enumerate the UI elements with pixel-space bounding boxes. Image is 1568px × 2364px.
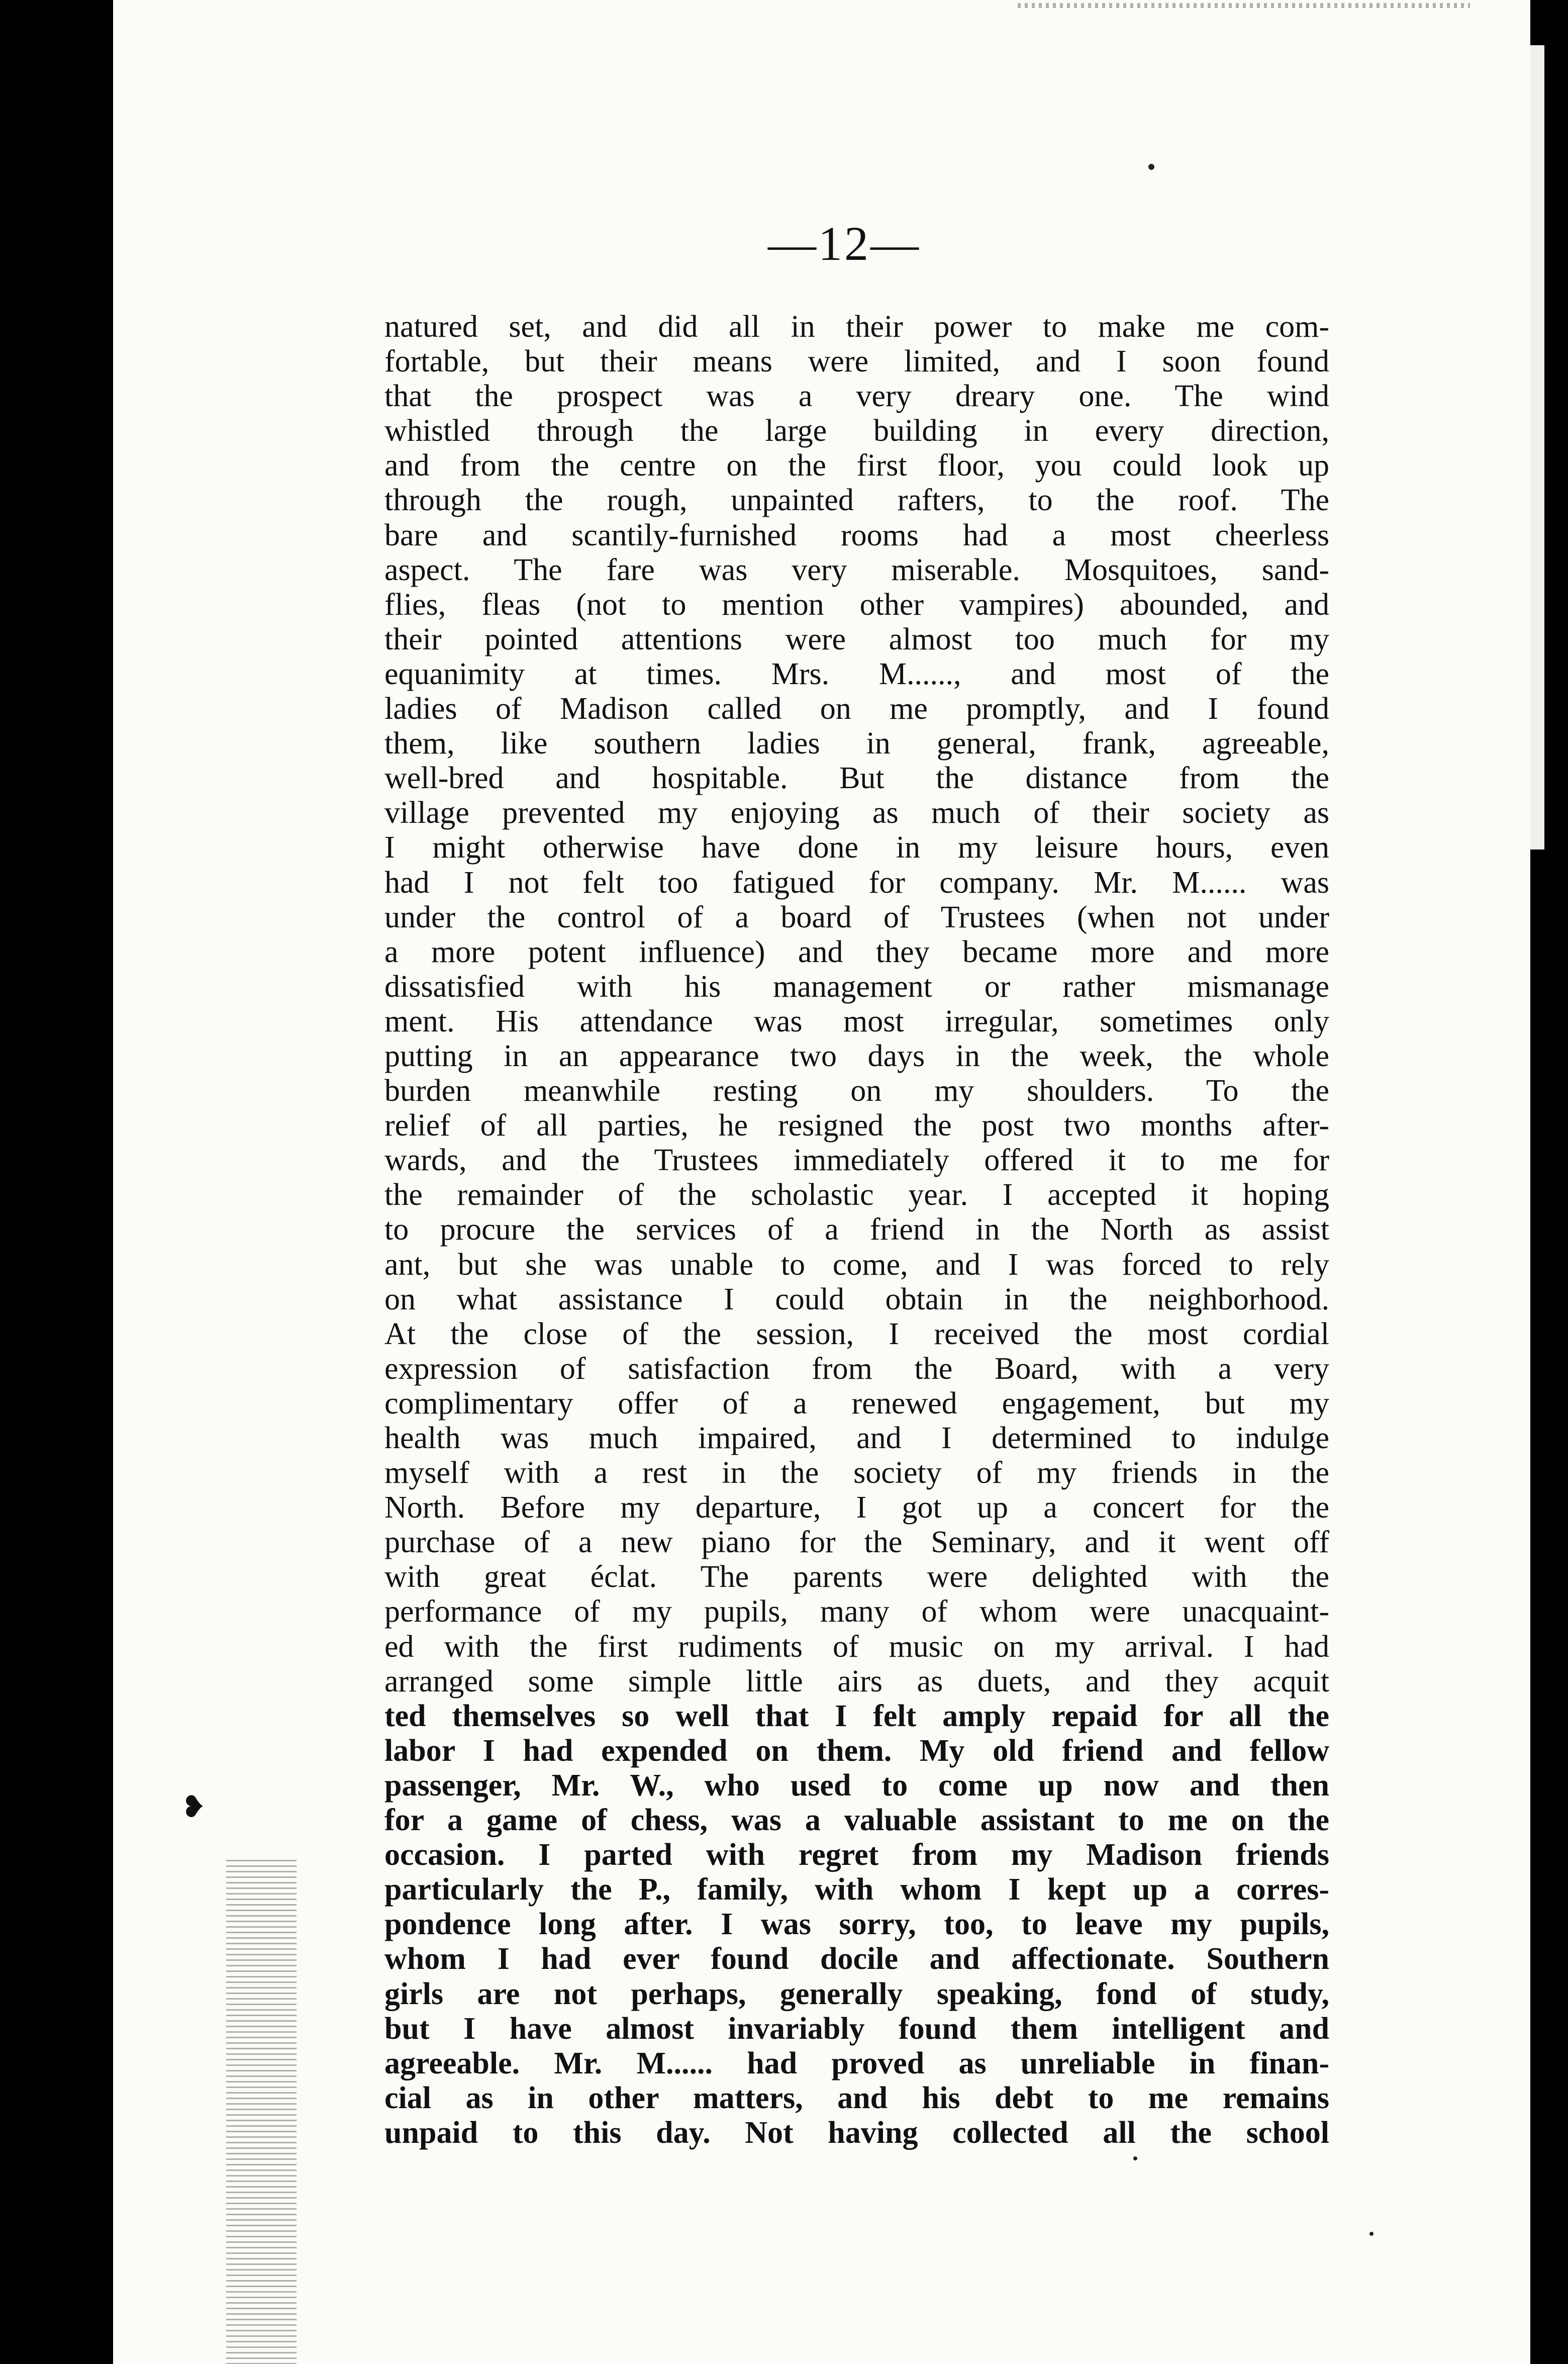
- text-line: putting in an appearance two days in the week, the whole: [384, 1038, 1329, 1073]
- text-line: At the close of the session, I received the most cordial: [384, 1316, 1329, 1351]
- text-line: on what assistance I could obtain in the neighborhood.: [384, 1282, 1329, 1316]
- text-line: health was much impaired, and I determined to indulge: [384, 1421, 1329, 1455]
- text-line: purchase of a new piano for the Seminary, and it went off: [384, 1525, 1329, 1560]
- text-line: ed with the first rudiments of music on my arrival. I had: [384, 1629, 1329, 1664]
- text-line: wards, and the Trustees immediately offered it to me for: [384, 1143, 1329, 1178]
- ink-speck: [1369, 2232, 1374, 2236]
- text-line: burden meanwhile resting on my shoulders. To the: [384, 1074, 1329, 1108]
- text-line: occasion. I parted with regret from my Madison friends: [384, 1838, 1329, 1872]
- text-line: the remainder of the scholastic year. I accepted it hoping: [384, 1178, 1329, 1212]
- text-line: whistled through the large building in every direction,: [384, 414, 1329, 448]
- text-line: complimentary offer of a renewed engagement, but my: [384, 1386, 1329, 1421]
- text-line: passenger, Mr. W., who used to come up now and then: [384, 1768, 1329, 1803]
- text-line: relief of all parties, he resigned the post two months after-: [384, 1108, 1329, 1143]
- text-line: performance of my pupils, many of whom were unacquaint-: [384, 1594, 1329, 1629]
- text-line: under the control of a board of Trustees (when not under: [384, 900, 1329, 934]
- text-line: to procure the services of a friend in the North as assist: [384, 1212, 1329, 1247]
- text-line: pondence long after. I was sorry, too, to leave my pupils,: [384, 1907, 1329, 1942]
- text-line: and from the centre on the first floor, you could look up: [384, 448, 1329, 483]
- text-line: aspect. The fare was very miserable. Mosquitoes, sand-: [384, 552, 1329, 587]
- text-line: agreeable. Mr. M...... had proved as unreliable in finan-: [384, 2046, 1329, 2081]
- text-line: natured set, and did all in their power to make me com-: [384, 310, 1329, 344]
- text-line: their pointed attentions were almost too much for my: [384, 622, 1329, 656]
- text-line: for a game of chess, was a valuable assistant to me on the: [384, 1803, 1329, 1838]
- text-line: well-bred and hospitable. But the distance from the: [384, 761, 1329, 796]
- scan-scuff: [1018, 3, 1470, 8]
- text-line: North. Before my departure, I got up a concert for the: [384, 1490, 1329, 1525]
- text-line: bare and scantily-furnished rooms had a most cheerless: [384, 518, 1329, 552]
- body-text: [384, 310, 1329, 2150]
- text-line: expression of satisfaction from the Board, with a very: [384, 1351, 1329, 1386]
- text-line: arranged some simple little airs as duets, and they acquit: [384, 1664, 1329, 1698]
- text-line: fortable, but their means were limited, and I soon found: [384, 344, 1329, 379]
- text-line: ant, but she was unable to come, and I was forced to rely: [384, 1247, 1329, 1282]
- page-number: —12—: [768, 217, 921, 270]
- scan-left-border: [0, 0, 113, 2364]
- scan-right-border: [1530, 0, 1568, 2364]
- text-line: them, like southern ladies in general, frank, agreeable,: [384, 726, 1329, 761]
- text-line: through the rough, unpainted rafters, to the roof. The: [384, 483, 1329, 518]
- text-line: ted themselves so well that I felt amply repaid for all the: [384, 1698, 1329, 1733]
- text-line: with great éclat. The parents were delighted with the: [384, 1560, 1329, 1594]
- text-line: village prevented my enjoying as much of their society as: [384, 796, 1329, 830]
- text-line: ment. His attendance was most irregular, sometimes only: [384, 1004, 1329, 1038]
- text-line: that the prospect was a very dreary one. The wind: [384, 379, 1329, 414]
- adjacent-page-edge: [1530, 45, 1544, 849]
- text-line: ladies of Madison called on me promptly, and I found: [384, 692, 1329, 726]
- text-line: a more potent influence) and they became more and more: [384, 934, 1329, 969]
- ink-speck: [1133, 2156, 1137, 2160]
- text-line: labor I had expended on them. My old friend and fellow: [384, 1733, 1329, 1768]
- text-line: I might otherwise have done in my leisure hours, even: [384, 830, 1329, 865]
- margin-mark: ❥: [181, 1790, 207, 1824]
- text-line: flies, fleas (not to mention other vampires) abounded, and: [384, 587, 1329, 622]
- text-line: dissatisfied with his management or rather mismanage: [384, 969, 1329, 1004]
- text-line: whom I had ever found docile and affectionate. Southern: [384, 1942, 1329, 1976]
- text-line: girls are not perhaps, generally speaking, fond of study,: [384, 1976, 1329, 2011]
- text-line: but I have almost invariably found them intelligent and: [384, 2011, 1329, 2046]
- text-line: equanimity at times. Mrs. M......, and most of the: [384, 656, 1329, 691]
- text-line: cial as in other matters, and his debt to me remains: [384, 2081, 1329, 2115]
- ink-speck: [1148, 164, 1154, 170]
- text-line: myself with a rest in the society of my friends in the: [384, 1456, 1329, 1490]
- text-line: unpaid to this day. Not having collected all the school: [384, 2115, 1329, 2150]
- text-line: had I not felt too fatigued for company. Mr. M...... was: [384, 865, 1329, 900]
- scan-gutter-noise: [226, 1860, 297, 2364]
- text-line: particularly the P., family, with whom I kept up a corres-: [384, 1872, 1329, 1907]
